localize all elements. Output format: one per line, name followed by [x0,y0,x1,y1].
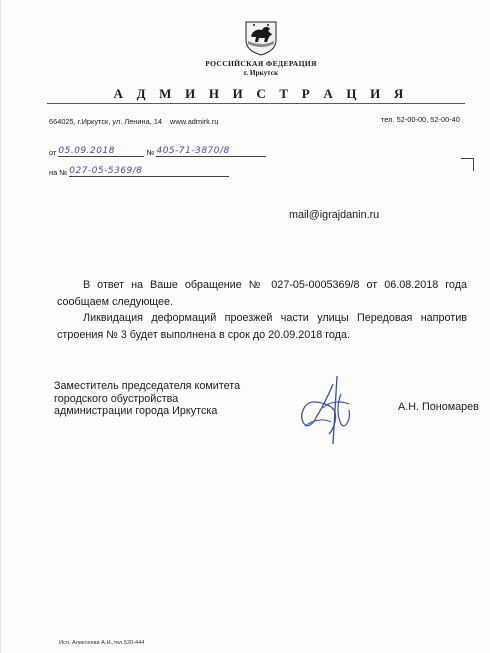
phone-numbers: тел. 52-00-00, 52-00-40 [381,115,460,124]
handwritten-signature [293,372,357,452]
letter-body [57,277,467,343]
signatory-title-line-2: городского обустройства [54,392,179,405]
signatory-name: А.Н. Пономарев [398,401,479,413]
date-prefix: от [49,148,57,157]
outgoing-reference [49,146,266,157]
number-prefix: № [146,148,155,157]
address-line [49,117,219,126]
recipient-email: mail@igrajdanin.ru [289,209,380,221]
header-divider [47,103,465,104]
executor-note: Исп. Алексеева А.Н.,тел.520-444 [59,640,145,646]
address-corner-mark [461,158,474,171]
city-heading: г. Иркутск [243,69,279,77]
website-link[interactable]: www.admirk.ru [170,117,219,126]
incoming-reference [49,166,229,177]
handwritten-date: 05.09.2018 [58,146,115,156]
signatory-title-line-1: Заместитель председателя комитета [54,380,241,392]
signatory-title [54,380,240,418]
body-paragraph-2: Ликвидация деформаций проезжей части улицы Передовая напротив строения № 3 будет выполнена в срок до 20.09.2018 года. [57,312,467,341]
body-paragraph-1: В ответ на Ваше обращение № 027-05-0005369/8 от 06.08.2018 года сообщаем следующее. [57,279,467,308]
organization-heading: А Д М И Н И С Т Р А Ц И Я [113,86,409,101]
reply-prefix: на № [49,168,68,177]
signatory-title-line-3: администрации города Иркутска [54,405,218,418]
handwritten-incoming-number: 027-05-5369/8 [69,166,143,176]
postal-address: 664025, г.Иркутск, ул. Ленина, 14 [49,117,163,126]
coat-of-arms-icon [244,20,278,56]
country-heading: РОССИЙСКАЯ ФЕДЕРАЦИЯ [205,59,317,68]
handwritten-outgoing-number: 405-71-3870/8 [156,146,230,156]
